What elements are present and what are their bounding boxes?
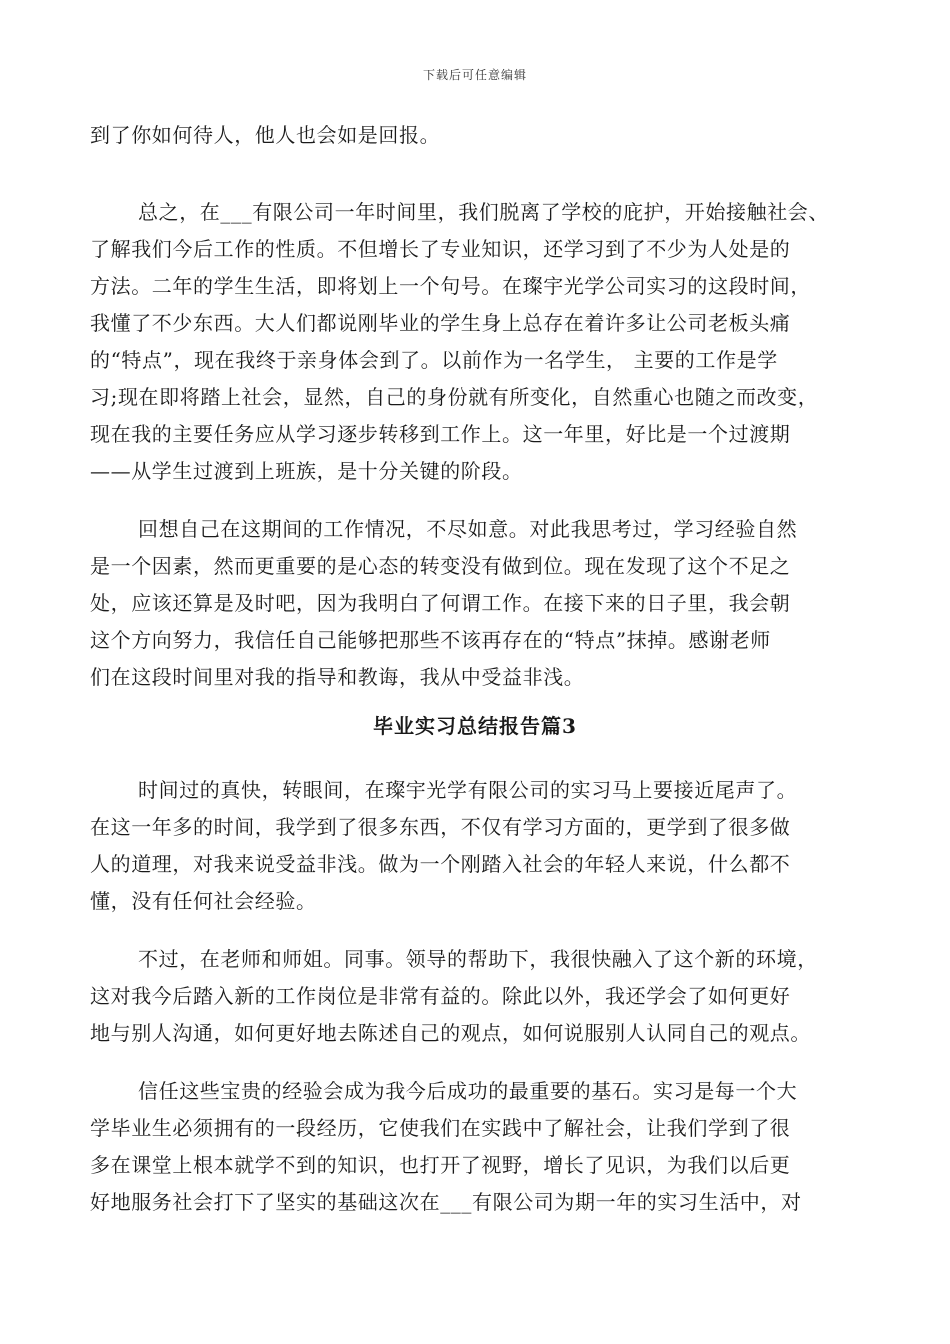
body-line: 好地服务社会打下了坚实的基础这次在___有限公司为期一年的实习生活中，对 [90, 1190, 802, 1214]
body-line: 处，应该还算是及时吧，因为我明白了何谓工作。在接下来的日子里，我会朝 [90, 591, 791, 615]
body-line: 习;现在即将踏上社会，显然，自己的身份就有所变化，自然重心也随之而改变， [90, 385, 819, 409]
body-line: 了解我们今后工作的性质。不但增长了专业知识，还学习到了不少为人处是的 [90, 237, 791, 261]
body-line: 们在这段时间里对我的指导和教诲，我从中受益非浅。 [90, 665, 585, 689]
body-line: ——从学生过渡到上班族，是十分关键的阶段。 [90, 459, 523, 483]
section-heading: 毕业实习总结报告篇3 [373, 714, 577, 738]
body-line: 在这一年多的时间，我学到了很多东西，不仅有学习方面的，更学到了很多做 [90, 815, 791, 839]
body-line: 方法。二年的学生生活，即将划上一个句号。在璨宇光学公司实习的这段时间， [90, 274, 811, 298]
body-line: 懂，没有任何社会经验。 [90, 889, 317, 913]
body-line: 到了你如何待人，他人也会如是回报。 [90, 123, 441, 147]
body-line: 这对我今后踏入新的工作岗位是非常有益的。除此以外，我还学会了如何更好 [90, 984, 791, 1008]
body-line: 我懂了不少东西。大人们都说刚毕业的学生身上总存在着许多让公司老板头痛 [90, 311, 791, 335]
paragraph-first-line: 信任这些宝贵的经验会成为我今后成功的最重要的基石。实习是每一个大 [138, 1079, 798, 1103]
body-line: 的“特点”，现在我终于亲身体会到了。以前作为一名学生， 主要的工作是学 [90, 348, 778, 372]
body-line: 地与别人沟通，如何更好地去陈述自己的观点，如何说服别人认同自己的观点。 [90, 1021, 811, 1045]
body-line: 这个方向努力，我信任自己能够把那些不该再存在的“特点”抹掉。感谢老师 [90, 628, 771, 652]
paragraph-first-line: 时间过的真快，转眼间，在璨宇光学有限公司的实习马上要接近尾声了。 [138, 778, 798, 802]
paragraph-first-line: 回想自己在这期间的工作情况，不尽如意。对此我思考过，学习经验自然 [138, 517, 798, 541]
paragraph-first-line: 总之，在___有限公司一年时间里，我们脱离了学校的庇护，开始接触社会、 [138, 200, 829, 224]
page-header-note: 下载后可任意编辑 [422, 68, 527, 82]
body-line: 现在我的主要任务应从学习逐步转移到工作上。这一年里，好比是一个过渡期 [90, 422, 791, 446]
body-line: 多在课堂上根本就学不到的知识，也打开了视野，增长了见识，为我们以后更 [90, 1153, 791, 1177]
body-line: 学毕业生必须拥有的一段经历，它使我们在实践中了解社会，让我们学到了很 [90, 1116, 791, 1140]
paragraph-first-line: 不过，在老师和师姐。同事。领导的帮助下，我很快融入了这个新的环境， [138, 947, 818, 971]
body-line: 人的道理，对我来说受益非浅。做为一个刚踏入社会的年轻人来说，什么都不 [90, 852, 791, 876]
body-line: 是一个因素，然而更重要的是心态的转变没有做到位。现在发现了这个不足之 [90, 554, 791, 578]
